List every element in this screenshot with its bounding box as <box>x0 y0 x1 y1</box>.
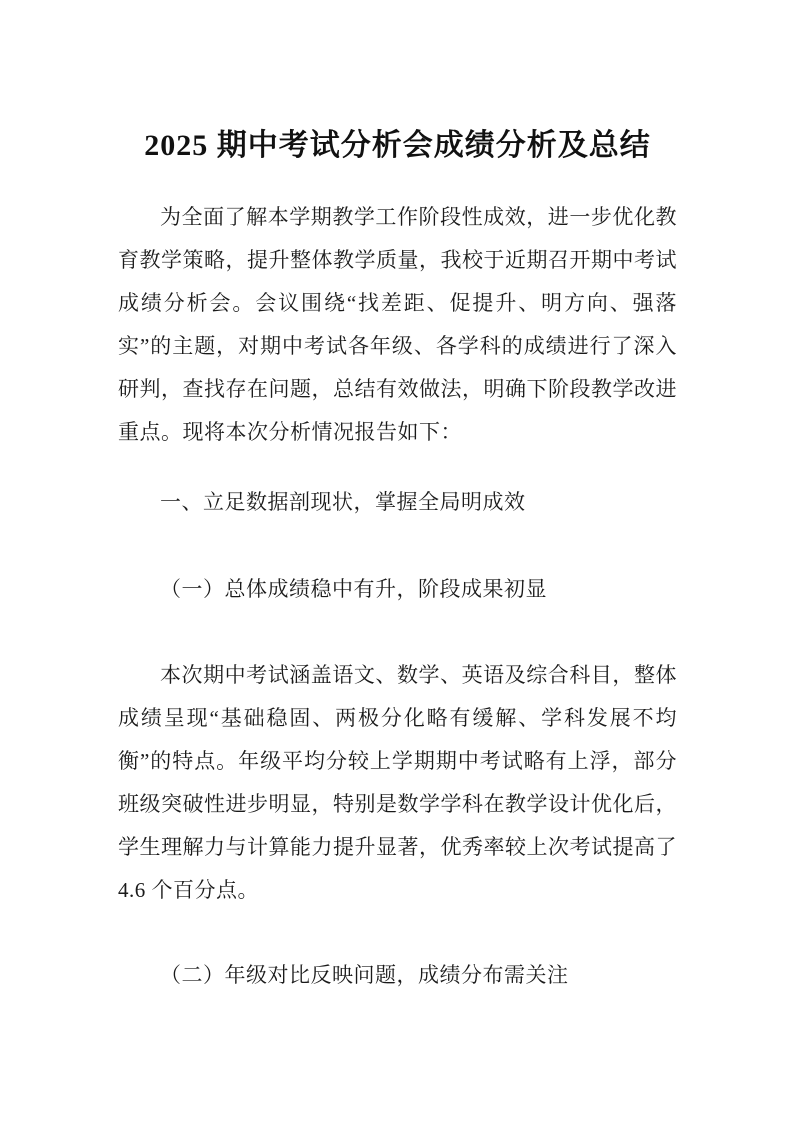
section-1-subsection-1-paragraph: 本次期中考试涵盖语文、数学、英语及综合科目，整体成绩呈现“基础稳固、两极分化略有缓解、学科发展不均衡”的特点。年级平均分较上学期期中考试略有上浮，部分班级突破性进步明显，特别是数学学科在教学设计优化后，学生理解力与计算能力提升显著，优秀率较上次考试提高了 4.6 个百分点。 <box>118 663 677 902</box>
section-1-subsection-2-heading: （二）年级对比反映问题，成绩分布需关注 <box>160 963 569 987</box>
section-1-heading: 一、立足数据剖现状，掌握全局明成效 <box>160 490 526 514</box>
section-1-subsection-1-heading: （一）总体成绩稳中有升，阶段成果初显 <box>160 577 547 601</box>
page-title: 2025 期中考试分析会成绩分析及总结 <box>144 129 651 162</box>
intro-paragraph: 为全面了解本学期教学工作阶段性成效，进一步优化教育教学策略，提升整体教学质量，我校于近期召开期中考试成绩分析会。会议围绕“找差距、促提升、明方向、强落实”的主题，对期中考试各年级、各学科的成绩进行了深入研判，查找存在问题，总结有效做法，明确下阶段教学改进重点。现将本次分析情况报告如下： <box>118 205 677 444</box>
